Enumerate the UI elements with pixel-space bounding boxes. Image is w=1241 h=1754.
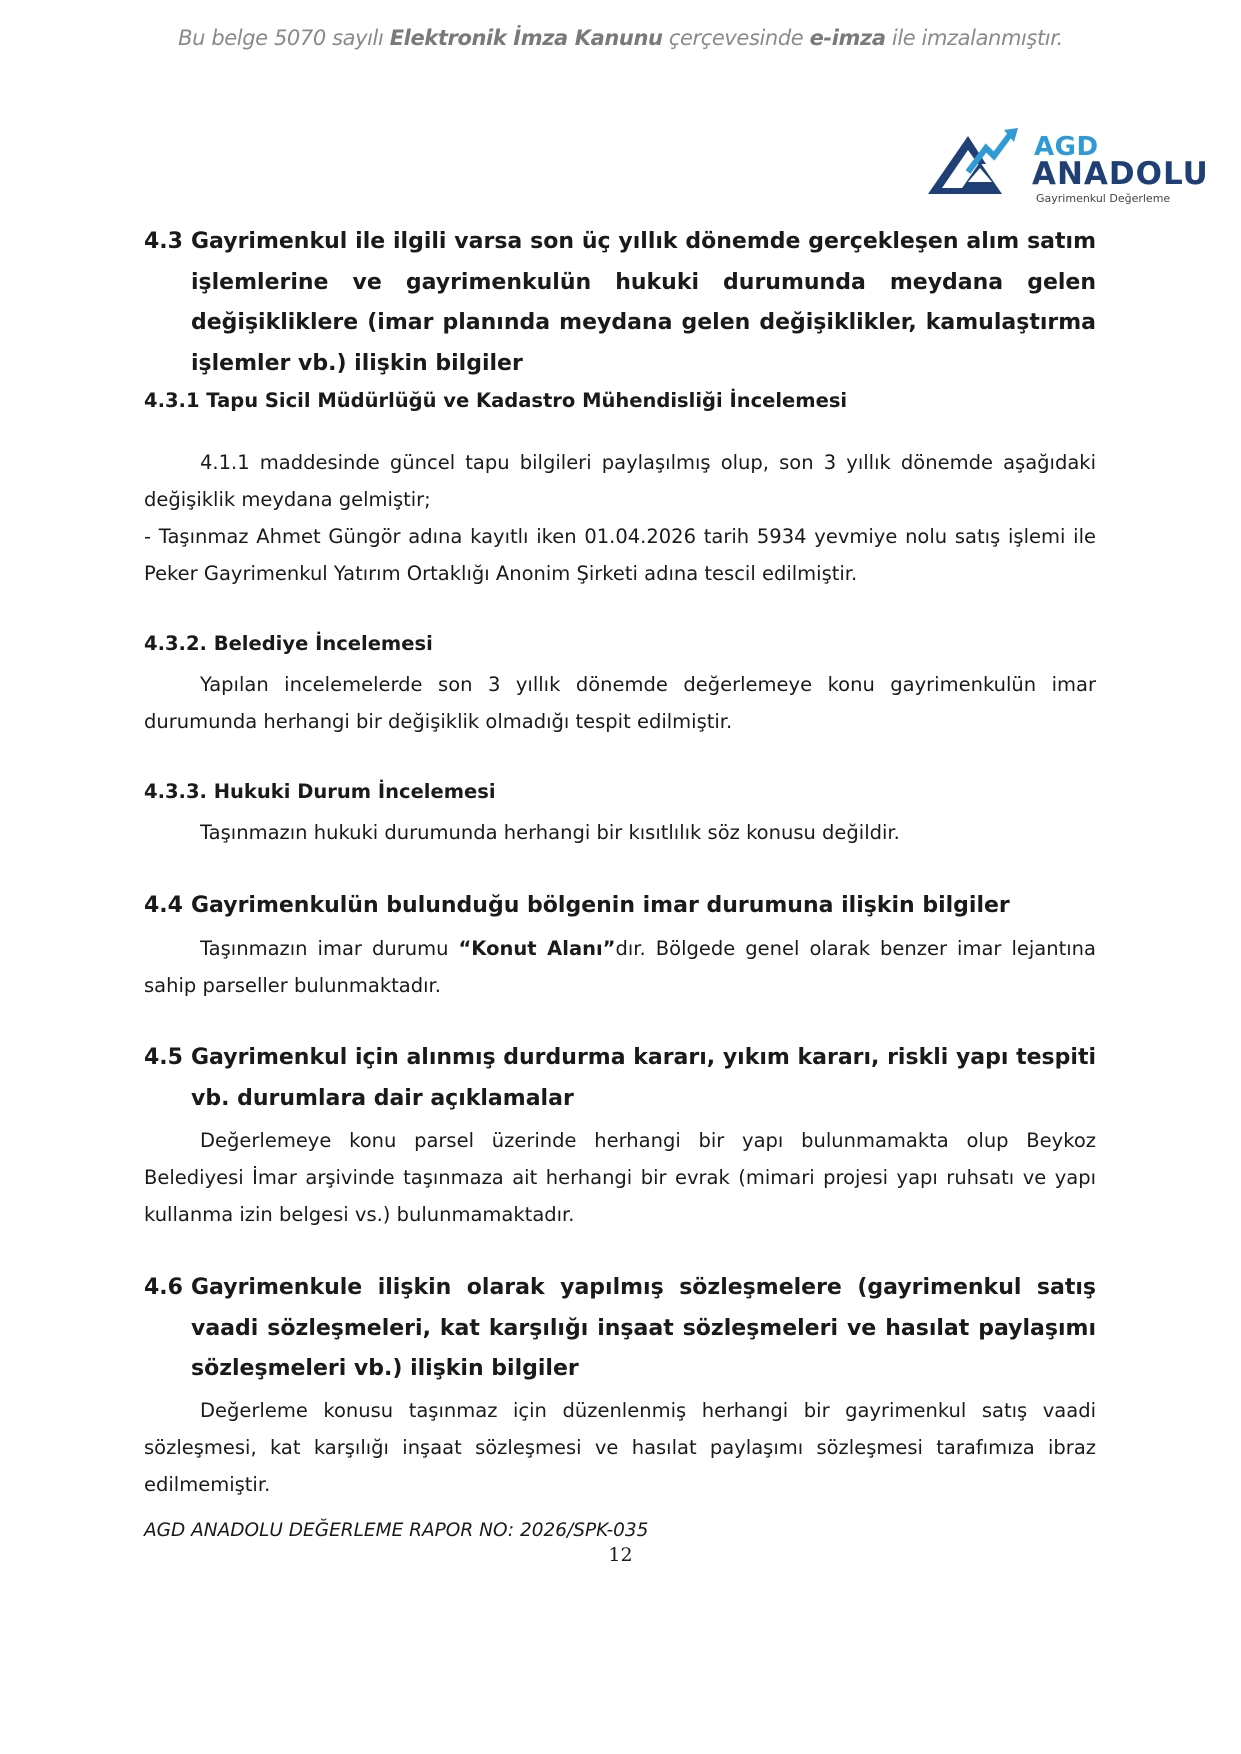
logo-tagline: Gayrimenkul Değerleme <box>1036 192 1171 205</box>
page-number: 12 <box>608 1544 633 1566</box>
paragraph-text: Değerlemeye konu parsel üzerinde herhangi bir yapı bulunmamakta olup Beykoz Belediyesi İmar arşivinde taşınmaza ait herhangi bir evrak (mimari projesi yapı ruhsatı ve yapı kullanma izin belgesi vs.) bulunmamaktadır. <box>144 1129 1096 1226</box>
section-4-3-1-heading: 4.3.1 Tapu Sicil Müdürlüğü ve Kadastro Mühendisliği İncelemesi <box>144 389 848 412</box>
section-title: Gayrimenkul için alınmış durdurma kararı, yıkım kararı, riskli yapı tespiti vb. durumlara dair açıklamalar <box>191 1045 1096 1111</box>
section-4-6-paragraph <box>144 1392 1096 1503</box>
section-number: 4.5 <box>144 1045 183 1070</box>
esign-mid: çerçevesinde <box>662 26 810 50</box>
logo-word-anadolu: ANADOLU <box>1032 156 1209 192</box>
section-4-3-2-heading: 4.3.2. Belediye İncelemesi <box>144 632 433 655</box>
logo-mountain-icon <box>928 128 1032 198</box>
section-number: 4.4 <box>144 893 183 918</box>
section-title: Gayrimenkule ilişkin olarak yapılmış sözleşmelere (gayrimenkul satış vaadi sözleşmeleri, kat karşılığı inşaat sözleşmeleri ve hasılat paylaşımı sözleşmeleri vb.) ilişkin bilgiler <box>191 1275 1096 1381</box>
esign-eimza: e-imza <box>809 26 886 50</box>
section-4-3-1-paragraph-1 <box>144 444 1096 518</box>
paragraph-text: Yapılan incelemelerde son 3 yıllık dönemde değerlemeye konu gayrimenkulün imar durumunda herhangi bir değişiklik olmadığı tespit edilmiştir. <box>144 673 1096 733</box>
section-4-3-1-paragraph-2: - Taşınmaz Ahmet Güngör adına kayıtlı iken 01.04.2026 tarih 5934 yevmiye nolu satış işlemi ile Peker Gayrimenkul Yatırım Ortaklığı Anonim Şirketi adına tescil edilmiştir. <box>144 525 1096 585</box>
section-4-5-heading <box>144 1038 1096 1119</box>
section-4-6-heading <box>144 1268 1096 1390</box>
report-reference: AGD ANADOLU DEĞERLEME RAPOR NO: 2026/SPK-035 <box>144 1520 649 1541</box>
section-4-3-3-heading: 4.3.3. Hukuki Durum İncelemesi <box>144 780 496 803</box>
section-4-4-heading <box>144 886 1096 927</box>
paragraph-text-after: dır. Bölgede genel olarak benzer imar lejantına sahip parseller bulunmaktadır. <box>144 937 1096 997</box>
esign-suffix: ile imzalanmıştır. <box>885 26 1063 50</box>
paragraph-text: Değerleme konusu taşınmaz için düzenlenmiş herhangi bir gayrimenkul satış vaadi sözleşmesi, kat karşılığı inşaat sözleşmesi ve hasılat paylaşımı sözleşmesi tarafımıza ibraz edilmemiştir. <box>144 1399 1096 1496</box>
section-number: 4.3 <box>144 229 183 254</box>
paragraph-text: 4.1.1 maddesinde güncel tapu bilgileri paylaşılmış olup, son 3 yıllık dönemde aşağıdaki değişiklik meydana gelmiştir; <box>144 451 1096 511</box>
esign-law: Elektronik İmza Kanunu <box>389 26 663 50</box>
esign-prefix: Bu belge 5070 sayılı <box>178 26 390 50</box>
company-logo <box>928 124 1208 204</box>
section-4-5-paragraph <box>144 1122 1096 1233</box>
section-4-3-2-paragraph <box>144 666 1096 740</box>
e-signature-notice <box>0 26 1241 50</box>
section-4-3-heading <box>144 222 1096 384</box>
paragraph-text-before: Taşınmazın imar durumu <box>200 937 459 960</box>
section-4-3-3-paragraph <box>144 814 1096 851</box>
section-number: 4.6 <box>144 1275 183 1300</box>
section-4-4-paragraph <box>144 930 1096 1004</box>
logo-word-agd: AGD <box>1034 132 1099 162</box>
paragraph-text: Taşınmazın hukuki durumunda herhangi bir kısıtlılık söz konusu değildir. <box>200 821 900 844</box>
section-title: Gayrimenkulün bulunduğu bölgenin imar durumuna ilişkin bilgiler <box>191 893 1010 918</box>
zoning-status-value: “Konut Alanı” <box>458 937 616 960</box>
section-title: Gayrimenkul ile ilgili varsa son üç yıllık dönemde gerçekleşen alım satım işlemlerine ve gayrimenkulün hukuki durumunda meydana gelen değişikliklere (imar planında meydana gelen değişiklikler, kamulaştırma işlemler vb.) ilişkin bilgiler <box>191 229 1096 376</box>
